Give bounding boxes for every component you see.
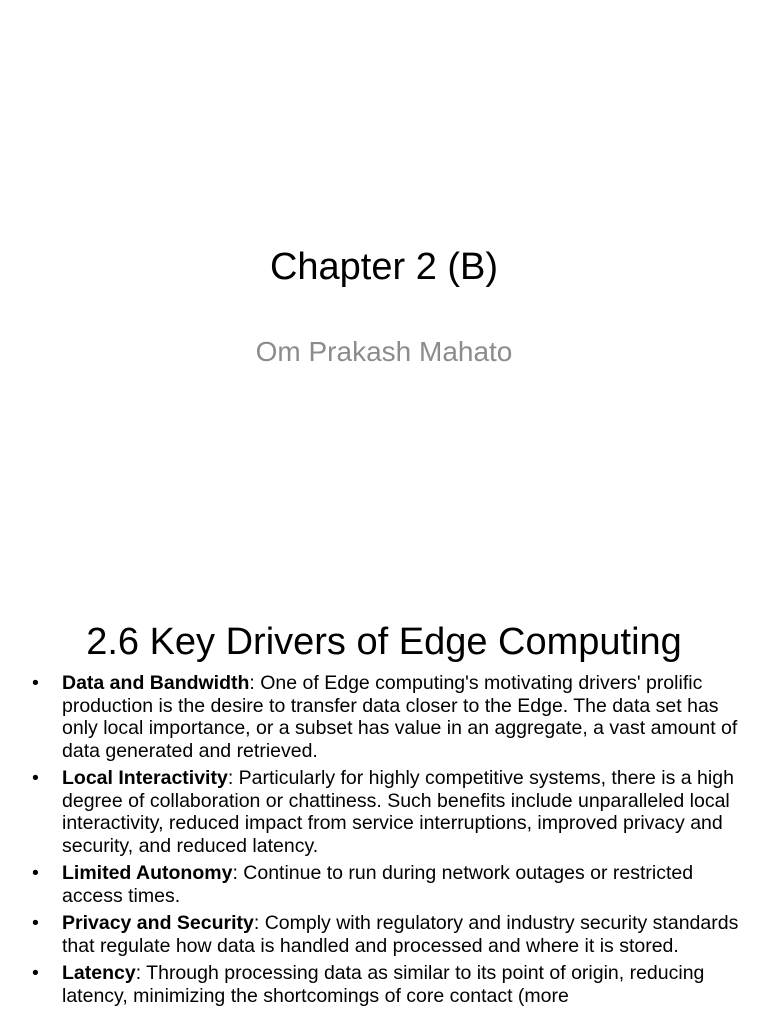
bullet-dot-icon: • xyxy=(32,672,39,694)
bullet-term: Limited Autonomy xyxy=(62,862,233,884)
slide-heading: 2.6 Key Drivers of Edge Computing xyxy=(86,621,682,663)
bullet-term: Data and Bandwidth xyxy=(62,672,250,694)
bullet-text: : Through processing data as similar to its point of origin, reducing latency, minimizing the shortcomings of core contact (more xyxy=(62,962,705,1007)
bullet-item xyxy=(32,862,744,907)
bullet-text: : Continue to run during network outages or restricted access times. xyxy=(62,862,694,907)
bullet-text: : Comply with regulatory and industry security standards that regulate how data is handled and processed and where it is stored. xyxy=(62,912,739,957)
bullet-dot-icon: • xyxy=(32,862,39,884)
content-slide xyxy=(0,576,768,1024)
bullet-term: Local Interactivity xyxy=(62,767,228,789)
bullet-list xyxy=(32,672,744,1012)
bullet-item xyxy=(32,767,744,857)
slide-title: Chapter 2 (B) xyxy=(269,246,499,288)
bullet-item xyxy=(32,962,744,1007)
bullet-term: Privacy and Security xyxy=(62,912,254,934)
bullet-text: : Particularly for highly competitive systems, there is a high degree of collaboration or chattiness. Such benefits include unparalleled local interactivity, reduced impact from service interruptions, improved privacy and security, and reduced latency. xyxy=(62,767,734,857)
bullet-dot-icon: • xyxy=(32,962,39,984)
slide-author: Om Prakash Mahato xyxy=(255,336,513,367)
bullet-text: : One of Edge computing's motivating drivers' prolific production is the desire to transfer data closer to the Edge. The data set has only local importance, or a subset has value in an aggregate, a vast amount of data generated and retrieved. xyxy=(62,672,738,762)
bullet-dot-icon: • xyxy=(32,912,39,934)
bullet-term: Latency xyxy=(62,962,136,984)
bullet-dot-icon: • xyxy=(32,767,39,789)
bullet-item xyxy=(32,912,744,957)
bullet-item xyxy=(32,672,744,762)
